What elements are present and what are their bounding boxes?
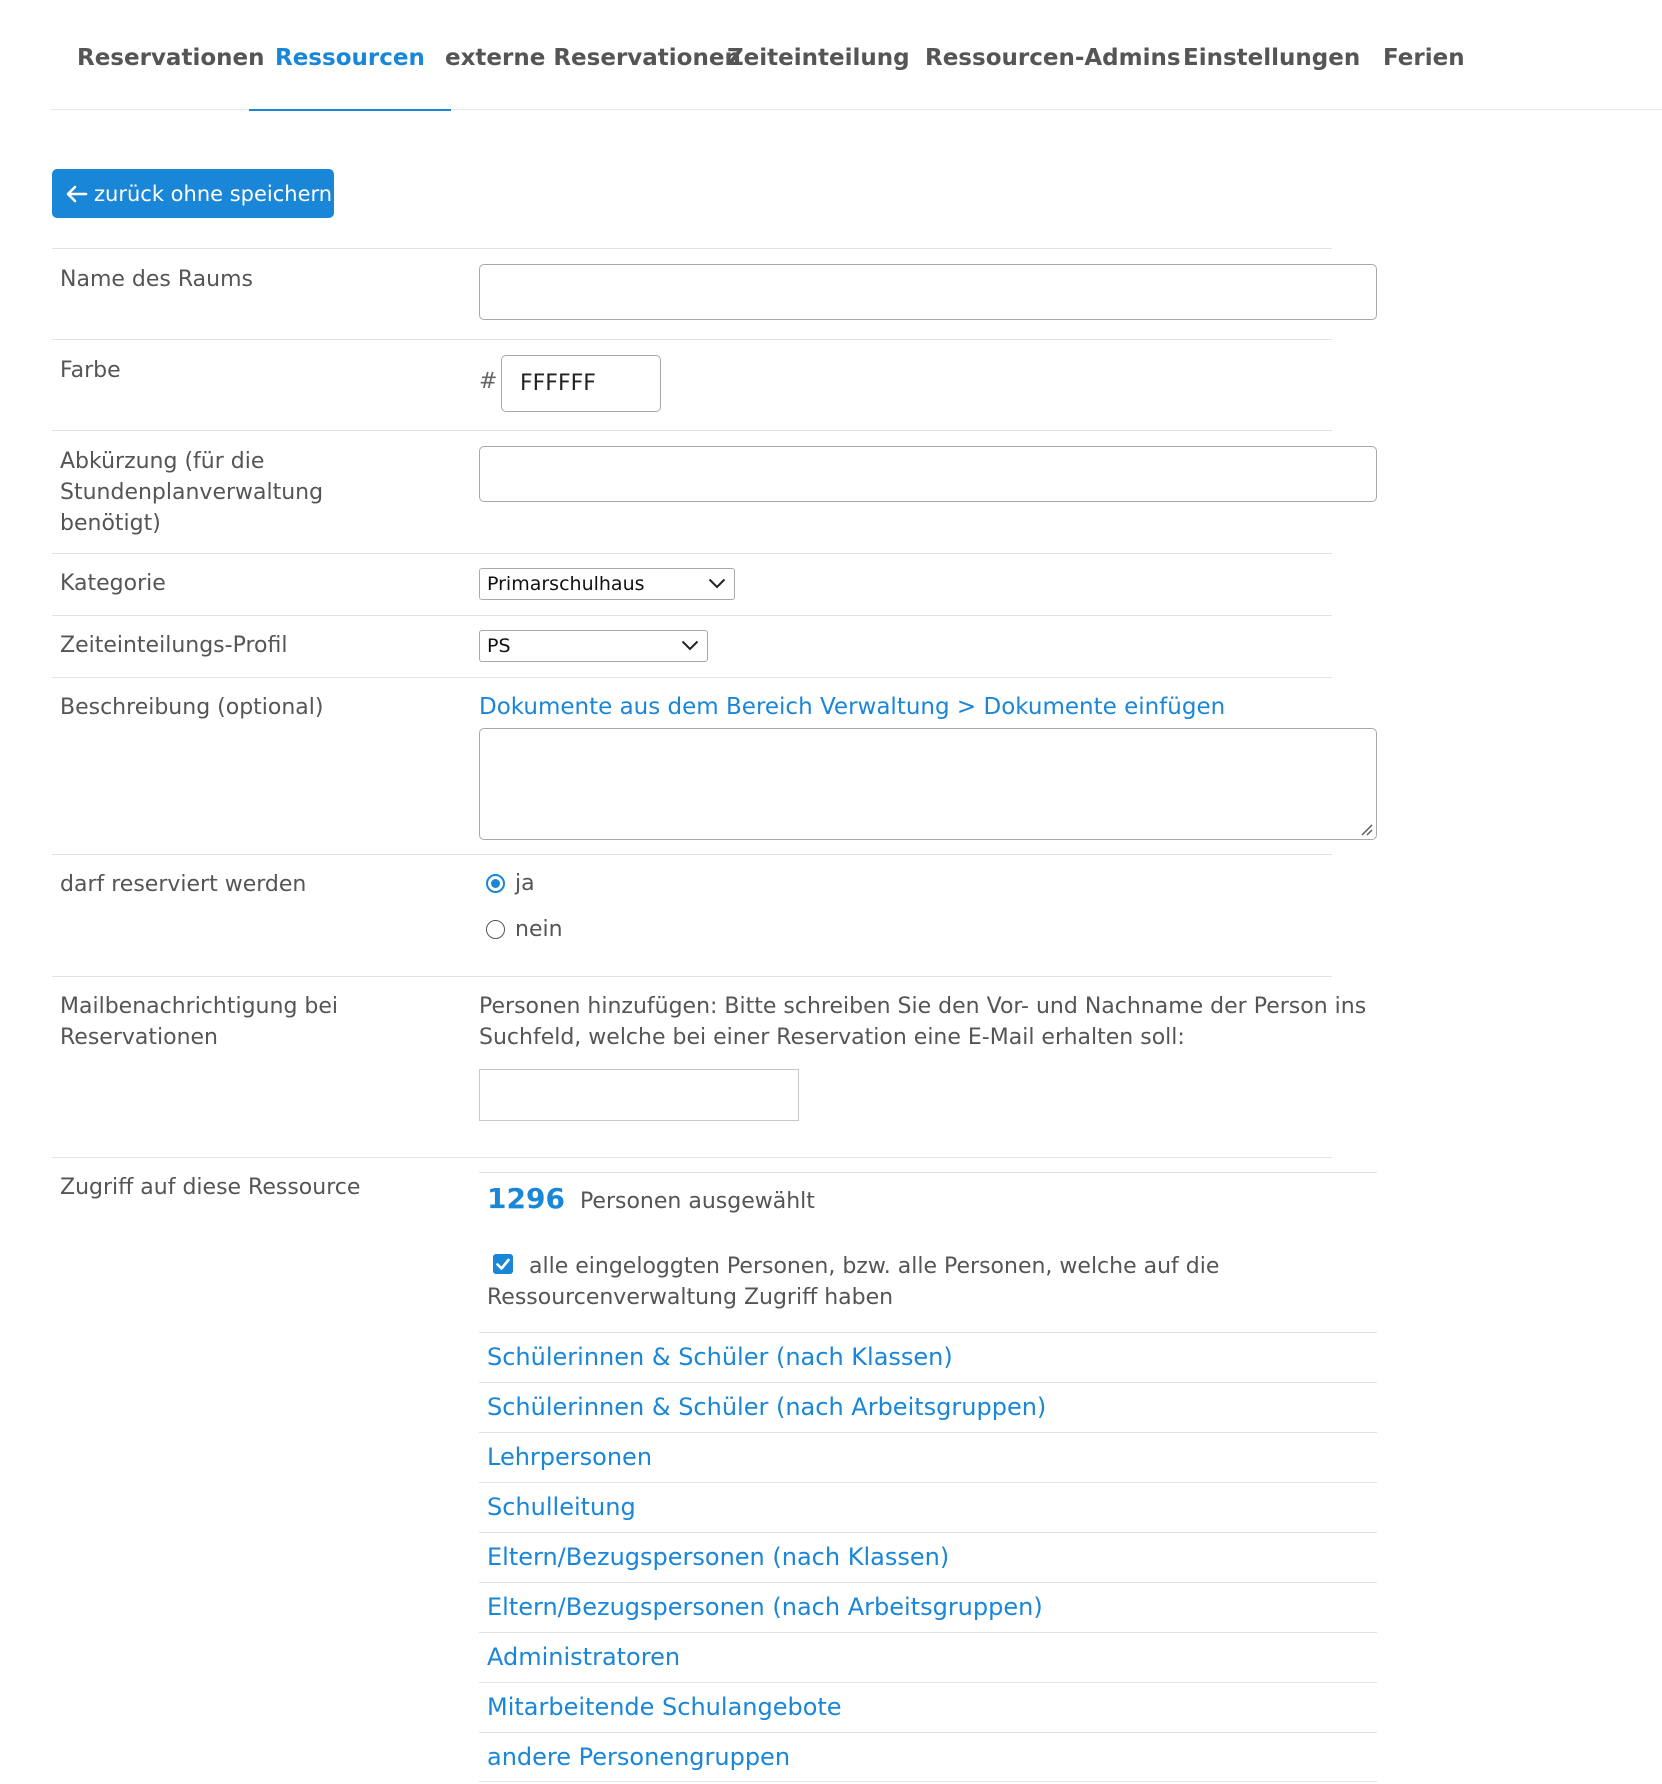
category-selected-value: Primarschulhaus	[487, 573, 645, 595]
access-label: Zugriff auf diese Ressource	[60, 1175, 361, 1200]
row-access	[52, 1157, 1332, 1784]
tab-ferien[interactable]: Ferien	[1383, 45, 1465, 71]
color-hash-prefix: #	[479, 369, 498, 394]
resize-handle-icon[interactable]	[1359, 822, 1373, 836]
category-select[interactable]	[479, 568, 735, 600]
row-name	[52, 248, 1332, 339]
group-administrators[interactable]: Administratoren	[479, 1632, 1377, 1682]
tab-ressourcen-admins[interactable]: Ressourcen-Admins	[925, 45, 1181, 71]
group-students-by-class[interactable]: Schülerinnen & Schüler (nach Klassen)	[479, 1332, 1377, 1382]
radio-option-nein[interactable]	[486, 917, 563, 942]
selected-persons-count	[487, 1182, 815, 1215]
row-time-profile	[52, 615, 1332, 677]
description-textarea[interactable]	[479, 728, 1377, 840]
mail-label: Mailbenachrichtigung bei Reservationen	[60, 994, 339, 1050]
name-label: Name des Raums	[60, 267, 253, 292]
abbreviation-label: Abkürzung (für die Stundenplanverwaltung benötigt)	[60, 449, 324, 536]
back-button-label: zurück ohne speichern	[94, 181, 333, 206]
description-label: Beschreibung (optional)	[60, 695, 324, 720]
row-abbreviation	[52, 430, 1332, 553]
back-without-saving-button[interactable]	[52, 169, 334, 218]
access-panel	[479, 1172, 1377, 1772]
persons-count-number[interactable]: 1296	[487, 1182, 565, 1215]
row-color	[52, 339, 1332, 430]
all-logged-in-label: alle eingeloggten Personen, bzw. alle Personen, welche auf die Ressourcenverwaltung Zugriff haben	[487, 1254, 1220, 1310]
radio-ja-label: ja	[515, 871, 535, 896]
time-profile-selected-value: PS	[487, 635, 511, 657]
group-students-by-workgroup[interactable]: Schülerinnen & Schüler (nach Arbeitsgruppen)	[479, 1382, 1377, 1432]
person-search-input[interactable]	[479, 1069, 799, 1121]
row-mail	[52, 976, 1367, 1157]
main-tabs	[51, 0, 1662, 110]
mail-help-text: Personen hinzufügen: Bitte schreiben Sie den Vor- und Nachname der Person ins Suchfeld, welche bei einer Reservation eine E-Mail erhalten soll:	[479, 994, 1367, 1050]
time-profile-select[interactable]	[479, 630, 708, 662]
time-profile-label: Zeiteinteilungs-Profil	[60, 633, 288, 658]
tab-ressourcen[interactable]: Ressourcen	[249, 0, 451, 110]
chevron-down-icon	[681, 640, 699, 651]
color-label: Farbe	[60, 358, 121, 383]
group-parents-by-class[interactable]: Eltern/Bezugspersonen (nach Klassen)	[479, 1532, 1377, 1582]
group-other-persons[interactable]: andere Personengruppen	[479, 1732, 1377, 1782]
radio-option-ja[interactable]	[486, 871, 535, 896]
tab-externe-reservationen[interactable]: externe Reservationen	[445, 45, 741, 71]
radio-ja-button[interactable]	[486, 874, 505, 893]
radio-nein-label: nein	[515, 917, 563, 942]
insert-documents-link[interactable]: Dokumente aus dem Bereich Verwaltung > Dokumente einfügen	[479, 694, 1226, 720]
group-school-services-staff[interactable]: Mitarbeitende Schulangebote	[479, 1682, 1377, 1732]
radio-nein-button[interactable]	[486, 920, 505, 939]
color-hex-input[interactable]: FFFFFF	[501, 355, 661, 412]
tab-einstellungen[interactable]: Einstellungen	[1183, 45, 1361, 71]
arrow-left-icon	[66, 185, 88, 203]
row-description	[52, 677, 1332, 854]
group-teachers[interactable]: Lehrpersonen	[479, 1432, 1377, 1482]
category-label: Kategorie	[60, 571, 166, 596]
chevron-down-icon	[708, 578, 726, 589]
abbreviation-input[interactable]	[479, 446, 1377, 502]
tab-zeiteinteilung[interactable]: Zeiteinteilung	[727, 45, 910, 71]
persons-count-text: Personen ausgewählt	[579, 1189, 815, 1214]
reservable-label: darf reserviert werden	[60, 872, 307, 897]
room-name-input[interactable]	[479, 264, 1377, 320]
group-parents-by-workgroup[interactable]: Eltern/Bezugspersonen (nach Arbeitsgruppen)	[479, 1582, 1377, 1632]
row-category	[52, 553, 1332, 615]
tab-reservationen[interactable]: Reservationen	[77, 45, 265, 71]
row-reservable	[52, 854, 1332, 976]
group-school-management[interactable]: Schulleitung	[479, 1482, 1377, 1532]
